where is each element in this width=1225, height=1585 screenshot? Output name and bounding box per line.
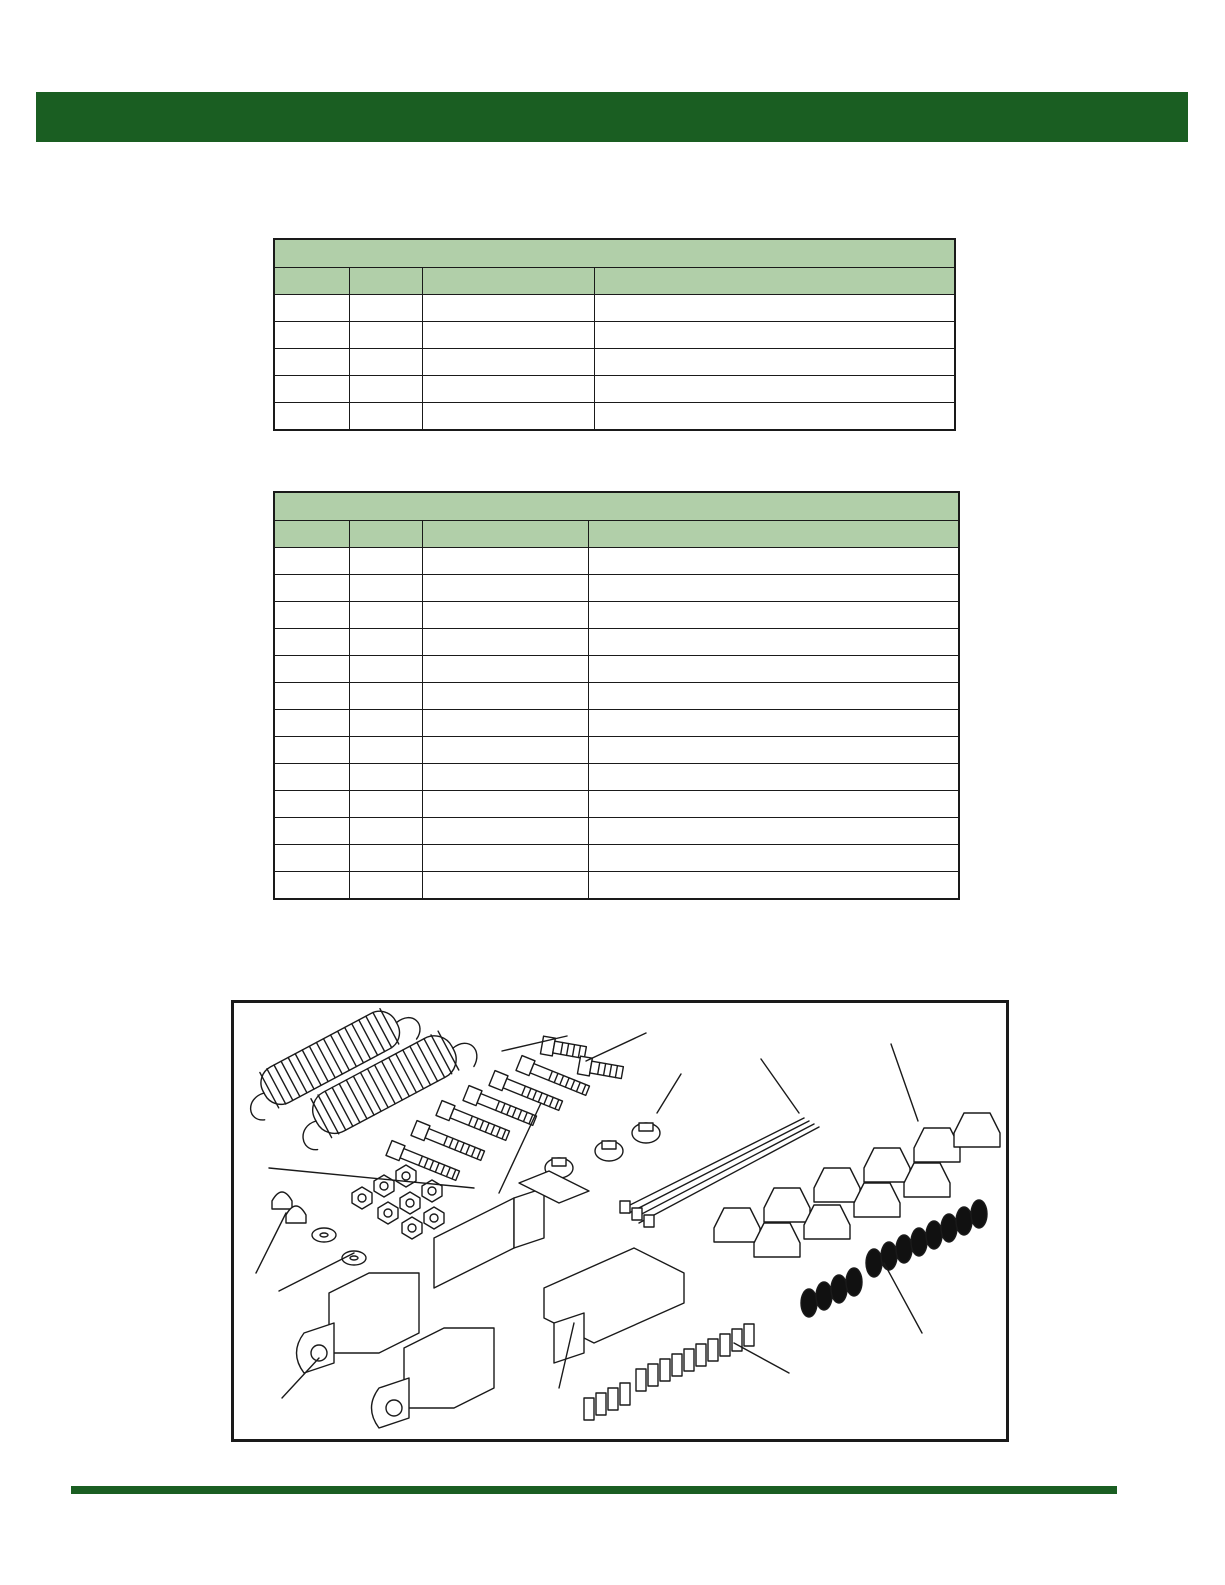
table-cell <box>594 295 955 322</box>
table-cell <box>588 656 959 683</box>
table-cell <box>274 349 349 376</box>
column-header <box>274 268 349 295</box>
hose-clamps <box>545 1123 660 1178</box>
parts-illustration <box>231 1000 1009 1442</box>
table-row <box>274 818 959 845</box>
table-cell <box>274 818 349 845</box>
table-cell <box>594 349 955 376</box>
table-cell <box>349 629 422 656</box>
table-cell <box>588 818 959 845</box>
table-cell <box>274 575 349 602</box>
table-row <box>274 845 959 872</box>
table-cell <box>349 764 422 791</box>
table-row <box>274 683 959 710</box>
table-cell <box>422 683 588 710</box>
table-cell <box>274 322 349 349</box>
column-header <box>422 268 594 295</box>
table-cell <box>422 656 588 683</box>
table-cell <box>274 602 349 629</box>
table-cell <box>422 845 588 872</box>
table-cell <box>274 845 349 872</box>
table-cell <box>422 791 588 818</box>
table-cell <box>588 710 959 737</box>
table-cell <box>349 845 422 872</box>
table-cell <box>274 629 349 656</box>
table-cell <box>274 683 349 710</box>
table-cell <box>349 791 422 818</box>
clamp-brackets <box>297 1273 495 1428</box>
column-header <box>349 521 422 548</box>
table-row <box>274 710 959 737</box>
table-row <box>274 602 959 629</box>
table-row <box>274 737 959 764</box>
column-header <box>594 268 955 295</box>
table-cell <box>274 791 349 818</box>
header-bar <box>36 92 1188 142</box>
table-cell <box>349 403 422 431</box>
table-row <box>274 349 955 376</box>
parts-table-1 <box>273 238 956 431</box>
table-cell <box>349 683 422 710</box>
table-cell <box>588 575 959 602</box>
table-cell <box>422 602 588 629</box>
table-cell <box>274 295 349 322</box>
table-cell <box>594 403 955 431</box>
table-cell <box>422 575 588 602</box>
table-row <box>274 295 955 322</box>
table-cell <box>349 548 422 575</box>
table-row <box>274 376 955 403</box>
table-cell <box>422 818 588 845</box>
table-title-row <box>274 239 955 268</box>
table-cell <box>594 322 955 349</box>
table-cell <box>274 656 349 683</box>
table-cell <box>349 872 422 900</box>
table-cell <box>588 872 959 900</box>
table-row <box>274 872 959 900</box>
table-cell <box>349 710 422 737</box>
parts-table-2 <box>273 491 960 900</box>
table-cell <box>349 376 422 403</box>
table-cell <box>274 872 349 900</box>
table-cell <box>349 295 422 322</box>
table-cell <box>349 737 422 764</box>
table-cell <box>349 602 422 629</box>
column-header <box>422 521 588 548</box>
table-cell <box>349 575 422 602</box>
table-cell <box>422 322 594 349</box>
table-cell <box>422 548 588 575</box>
springs <box>236 1003 481 1154</box>
table-row <box>274 764 959 791</box>
acorn-nuts <box>272 1192 306 1223</box>
parts-drawing <box>234 1003 1006 1439</box>
table-row <box>274 791 959 818</box>
table-cell <box>422 710 588 737</box>
table-cell <box>422 403 594 431</box>
table-cell <box>422 764 588 791</box>
table-cell <box>588 548 959 575</box>
table-cell <box>422 737 588 764</box>
table-cell <box>588 683 959 710</box>
table-cell <box>422 295 594 322</box>
table-cell <box>349 656 422 683</box>
table-row <box>274 629 959 656</box>
table-header-row <box>274 268 955 295</box>
table-cell <box>274 548 349 575</box>
table-title <box>274 492 959 521</box>
table-cell <box>422 872 588 900</box>
table-header-row <box>274 521 959 548</box>
table-cell <box>274 403 349 431</box>
table-cell <box>274 737 349 764</box>
flange-nuts <box>352 1165 444 1239</box>
table-row <box>274 403 955 431</box>
table-cell <box>274 764 349 791</box>
table-cell <box>349 322 422 349</box>
table-row <box>274 322 955 349</box>
nozzle-caps <box>714 1113 1000 1257</box>
table-title-row <box>274 492 959 521</box>
column-header <box>274 521 349 548</box>
table-cell <box>594 376 955 403</box>
table-cell <box>422 629 588 656</box>
table-cell <box>588 629 959 656</box>
table-row <box>274 575 959 602</box>
table-cell <box>588 602 959 629</box>
table-cell <box>274 376 349 403</box>
table-cell <box>588 737 959 764</box>
footer-bar <box>71 1486 1117 1494</box>
column-header <box>588 521 959 548</box>
washers <box>312 1228 366 1265</box>
table-title <box>274 239 955 268</box>
table-cell <box>349 349 422 376</box>
table-cell <box>588 764 959 791</box>
nozzle-bodies <box>584 1324 754 1420</box>
column-header <box>349 268 422 295</box>
table-cell <box>274 710 349 737</box>
table-cell <box>588 845 959 872</box>
table-cell <box>588 791 959 818</box>
table-row <box>274 548 959 575</box>
table-cell <box>422 376 594 403</box>
table-cell <box>422 349 594 376</box>
table-row <box>274 656 959 683</box>
table-cell <box>349 818 422 845</box>
